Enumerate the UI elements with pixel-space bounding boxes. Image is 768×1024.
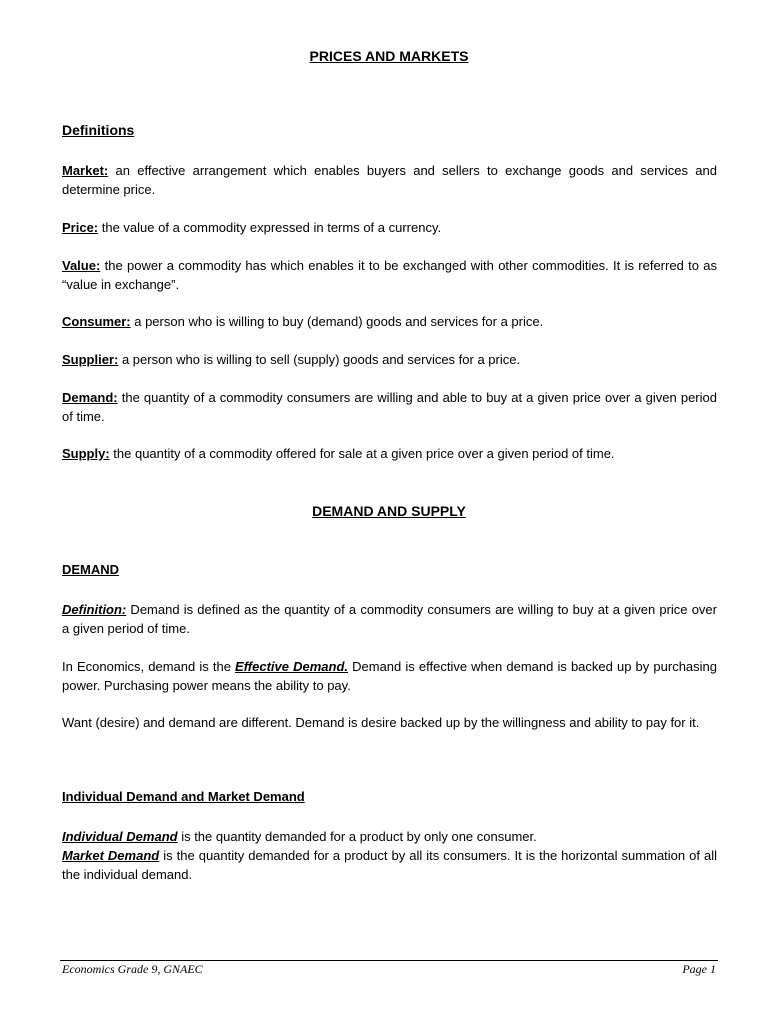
supply-term: Supply:	[62, 446, 110, 461]
consumer-definition	[62, 312, 717, 331]
value-definition	[62, 256, 717, 294]
definition-text: Demand is defined as the quantity of a commodity consumers are willing to buy at a given price over a given period of time.	[62, 602, 717, 636]
market-demand-term: Market Demand	[62, 848, 160, 863]
consumer-term: Consumer:	[62, 314, 131, 329]
footer-left: Economics Grade 9, GNAEC	[62, 962, 203, 976]
individual-demand-paragraph	[62, 827, 717, 846]
page-number: Page 1	[682, 962, 716, 976]
effective-term: Effective Demand.	[235, 659, 349, 674]
definitions-heading: Definitions	[62, 122, 135, 138]
demand-definition	[62, 388, 717, 426]
supplier-definition	[62, 350, 717, 369]
market-demand-paragraph	[62, 846, 717, 884]
section-title: DEMAND AND SUPPLY	[312, 503, 466, 519]
want-paragraph: Want (desire) and demand are different. Demand is desire backed up by the willingness and ability to pay for it.	[62, 715, 700, 730]
market-definition	[62, 161, 717, 199]
market-text: an effective arrangement which enables buyers and sellers to exchange goods and services and determine price.	[62, 163, 717, 197]
value-text: the power a commodity has which enables it to be exchanged with other commodities. It is referred to as “value in exchange”.	[62, 258, 717, 292]
market-demand-text: is the quantity demanded for a product by all its consumers. It is the horizontal summation of all the individual demand.	[62, 848, 718, 882]
price-text: the value of a commodity expressed in terms of a currency.	[98, 220, 442, 235]
value-term: Value:	[62, 258, 101, 273]
supplier-term: Supplier:	[62, 352, 119, 367]
demand-heading: DEMAND	[62, 562, 120, 577]
supplier-text: a person who is willing to sell (supply) goods and services for a price.	[118, 352, 521, 367]
effective-post: Demand is effective when demand is backed up by purchasing power. Purchasing power means the ability to pay.	[62, 659, 717, 693]
definition-term: Definition:	[62, 602, 127, 617]
demand-text: the quantity of a commodity consumers are willing and able to buy at a given price over a given period of time.	[62, 390, 717, 424]
demand-formal-definition	[62, 600, 717, 638]
footer-divider	[60, 960, 718, 961]
effective-pre: In Economics, demand is the	[62, 659, 236, 674]
supply-text: the quantity of a commodity offered for sale at a given price over a given period of time.	[109, 446, 615, 461]
consumer-text: a person who is willing to buy (demand) goods and services for a price.	[130, 314, 544, 329]
individual-market-heading: Individual Demand and Market Demand	[62, 789, 305, 804]
demand-term: Demand:	[62, 390, 118, 405]
individual-term: Individual Demand	[62, 829, 178, 844]
market-term: Market:	[62, 163, 109, 178]
supply-definition	[62, 444, 717, 463]
page-title: PRICES AND MARKETS	[309, 48, 469, 64]
individual-text: is the quantity demanded for a product by only one consumer.	[177, 829, 537, 844]
price-definition	[62, 218, 717, 237]
price-term: Price:	[62, 220, 99, 235]
effective-demand-paragraph	[62, 657, 717, 695]
